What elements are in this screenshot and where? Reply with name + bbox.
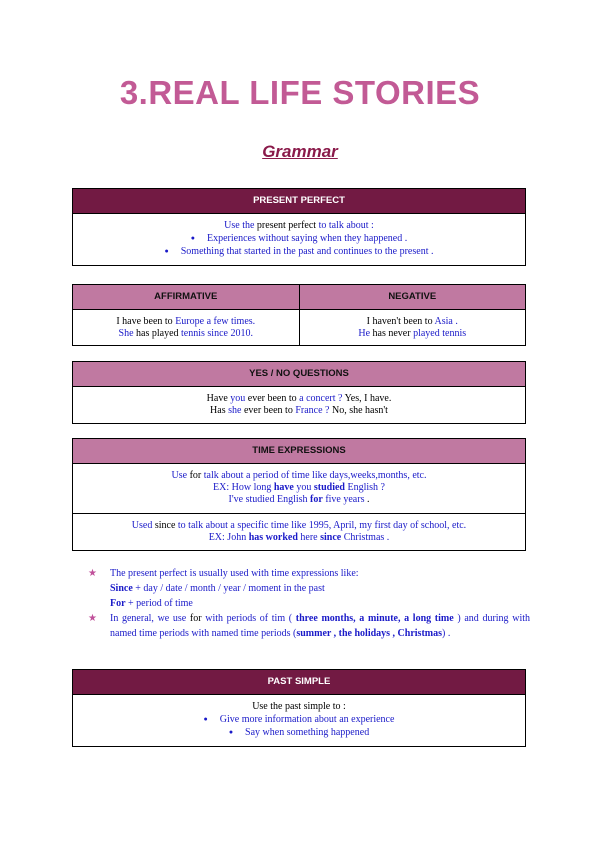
time-expressions-header: TIME EXPRESSIONS: [73, 439, 525, 464]
negative-examples: I haven't been to Asia . He has never played tennis: [299, 310, 526, 345]
past-simple-table: [72, 669, 526, 747]
note-since: Since + day / date / month / year / moment in the past: [110, 583, 325, 594]
star-icon: ★: [88, 568, 97, 579]
present-perfect-header: PRESENT PERFECT: [73, 189, 525, 214]
section-subtitle: Grammar: [262, 142, 338, 161]
note-for: For + period of time: [110, 598, 193, 609]
present-perfect-bullet-2: ● Something that started in the past and continues to the present .: [79, 245, 519, 258]
time-expressions-table: [72, 438, 526, 551]
star-icon: ★: [88, 613, 97, 624]
yes-no-questions-table: [72, 361, 526, 424]
past-simple-bullet-1: ● Give more information about an experience: [79, 713, 519, 726]
affirmative-negative-table: [72, 284, 526, 346]
usage-notes: [90, 566, 530, 641]
time-expressions-for-row: Use for talk about a period of time like days,weeks,months, etc. EX: How long have you studied English ? I've studied English for five years .: [73, 464, 525, 514]
note-1: ★ The present perfect is usually used with time expressions like:: [88, 568, 359, 579]
past-simple-header: PAST SIMPLE: [73, 670, 525, 695]
present-perfect-body: [73, 214, 525, 265]
affirmative-header: AFFIRMATIVE: [73, 285, 299, 309]
yes-no-body: [73, 387, 525, 423]
present-perfect-intro: Use the present perfect to talk about :: [224, 220, 374, 231]
present-perfect-table: [72, 188, 526, 266]
past-simple-intro: Use the past simple to :: [252, 701, 346, 712]
yes-no-q1: Have you ever been to a concert ? Yes, I have.: [206, 393, 392, 404]
yes-no-q2: Has she ever been to France ? No, she hasn't: [210, 405, 388, 416]
yes-no-header: YES / NO QUESTIONS: [73, 362, 525, 387]
affirmative-examples: I have been to Europe a few times. She has played tennis since 2010.: [116, 316, 256, 339]
past-simple-bullet-2: ● Say when something happened: [79, 726, 519, 739]
time-expressions-since-row: Used since to talk about a specific time like 1995, April, my first day of school, etc. EX: John has worked here since Christmas .: [131, 520, 467, 543]
past-simple-body: [73, 695, 525, 746]
note-2: ★ In general, we use for with periods of tim ( three months, a minute, a long time ) and during with named time periods with named time periods (summer , the holidays , Christmas) .: [88, 613, 530, 639]
present-perfect-bullet-1: ● Experiences without saying when they happened .: [79, 232, 519, 245]
page-title: 3.REAL LIFE STORIES: [119, 74, 481, 111]
negative-header: NEGATIVE: [299, 285, 526, 309]
